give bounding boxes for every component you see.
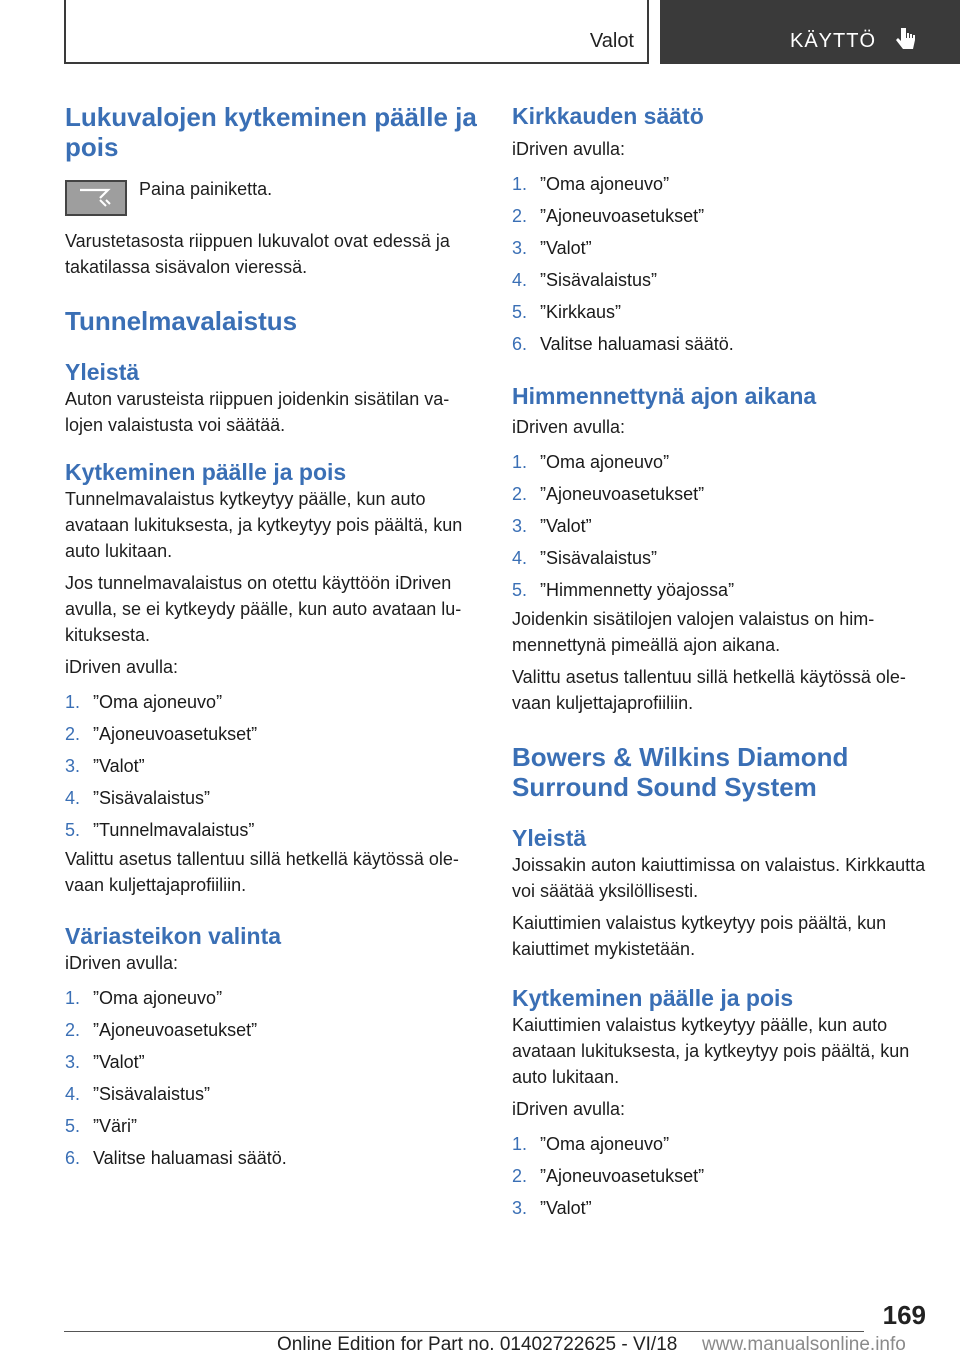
heading-dimmed-while-driving: Himmennettynä ajon aikana [512,383,817,409]
idrive-intro: iDriven avulla: [65,953,179,973]
list-item: 6. Valitse haluamasi säätö. [512,334,734,354]
list-item: 3. ”Valot” [65,756,145,776]
idrive-intro: iDriven avulla: [512,417,626,437]
hand-pointer-icon [893,26,919,52]
ambient-steps-list [65,686,480,846]
heading-brightness: Kirkkauden säätö [512,103,704,129]
right-column [512,102,927,1224]
speaker-lighting-text: Joissakin auton kaiuttimissa on valaistus. Kirkkautta voi säätää yksilöllisesti. [512,855,926,901]
reading-lights-text: Varustetasosta riippuen lukuvalot ovat edessä ja takatilassa sisävalon vieressä. [65,231,450,277]
heading-bowers-wilkins: Bowers & Wilkins Diamond Surround Sound System [512,742,849,802]
reading-light-icon [76,186,116,210]
list-item: 2. ”Ajoneuvoasetukset” [65,1020,258,1040]
list-item: 5. ”Himmennetty yöajossa” [512,580,735,600]
list-item: 1. ”Oma ajoneuvo” [65,988,223,1008]
brightness-steps-list [512,168,927,360]
press-button-text: Paina painiketta. [139,179,273,199]
header-tab [660,0,960,64]
driver-profile-text: Valittu asetus tallentuu sillä hetkellä käytössä olevaan kuljettajaprofiiliin. [65,849,459,895]
color-steps-list [65,982,480,1174]
list-item: 5. ”Kirkkaus” [512,302,622,322]
footer-divider [64,1331,864,1332]
heading-reading-lights: Lukuvalojen kytkeminen päälle ja pois [65,102,477,162]
left-column [65,102,480,1174]
list-item: 2. ”Ajoneuvoasetukset” [65,724,258,744]
list-item: 2. ”Ajoneuvoasetukset” [512,1166,705,1186]
speaker-switch-text: Kaiuttimien valaistus kytkeytyy päälle, kun auto avataan lukituksesta, ja kytkeytyy pois päältä, kun auto lukitaan. [512,1015,910,1087]
heading-switch-on-off: Kytkeminen päälle ja pois [512,985,794,1011]
idrive-intro: iDriven avulla: [512,139,626,159]
heading-ambient-lighting: Tunnelmavalaistus [65,306,298,336]
idrive-intro: iDriven avulla: [65,657,179,677]
list-item: 6. Valitse haluamasi säätö. [65,1148,287,1168]
list-item: 1. ”Oma ajoneuvo” [65,692,223,712]
list-item: 2. ”Ajoneuvoasetukset” [512,484,705,504]
header-frame [64,0,649,64]
list-item: 3. ”Valot” [512,1198,592,1218]
list-item: 4. ”Sisävalaistus” [512,270,658,290]
footer-edition-text: Online Edition for Part no. 01402722625 - VI/18 [277,1334,678,1355]
ambient-switch-text: Tunnelmavalaistus kytkeytyy päälle, kun auto avataan lukituksesta, ja kytkeytyy pois päältä, kun auto lukitaan. [65,489,463,561]
list-item: 4. ”Sisävalaistus” [65,788,211,808]
heading-general: Yleistä [65,359,140,385]
dimmed-steps-list [512,446,927,606]
speaker-mute-text: Kaiuttimien valaistus kytkeytyy pois päältä, kun kaiuttimet mykistetään. [512,913,887,959]
list-item: 1. ”Oma ajoneuvo” [512,174,670,194]
idrive-activation-text: Jos tunnelmavalaistus on otettu käyttöön iDriven avulla, se ei kytkeydy päälle, kun auto avataan lukituksesta. [65,573,462,645]
page-number: 169 [882,1300,926,1330]
list-item: 2. ”Ajoneuvoasetukset” [512,206,705,226]
speaker-steps-list [512,1128,927,1224]
heading-switch-on-off: Kytkeminen päälle ja pois [65,459,347,485]
button-instruction [65,180,480,216]
idrive-intro: iDriven avulla: [512,1099,626,1119]
list-item: 4. ”Sisävalaistus” [65,1084,211,1104]
driver-profile-text: Valittu asetus tallentuu sillä hetkellä käytössä olevaan kuljettajaprofiiliin. [512,667,906,713]
header-tab-label: KÄYTTÖ [790,30,877,52]
watermark: www.manualsonline.info [702,1334,906,1355]
list-item: 3. ”Valot” [512,516,592,536]
heading-general: Yleistä [512,825,587,851]
list-item: 1. ”Oma ajoneuvo” [512,1134,670,1154]
list-item: 4. ”Sisävalaistus” [512,548,658,568]
header-section-title: Valot [589,30,634,52]
list-item: 5. ”Väri” [65,1116,137,1136]
list-item: 3. ”Valot” [512,238,592,258]
general-text: Auton varusteista riippuen joidenkin sisätilan valojen valaistusta voi säätää. [65,389,450,435]
dimmed-text: Joidenkin sisätilojen valojen valaistus on himmennettynä pimeällä ajon aikana. [512,609,875,655]
list-item: 3. ”Valot” [65,1052,145,1072]
list-item: 1. ”Oma ajoneuvo” [512,452,670,472]
list-item: 5. ”Tunnelmavalaistus” [65,820,255,840]
reading-light-button-image [65,180,127,216]
heading-color-scale: Väriasteikon valinta [65,923,282,949]
